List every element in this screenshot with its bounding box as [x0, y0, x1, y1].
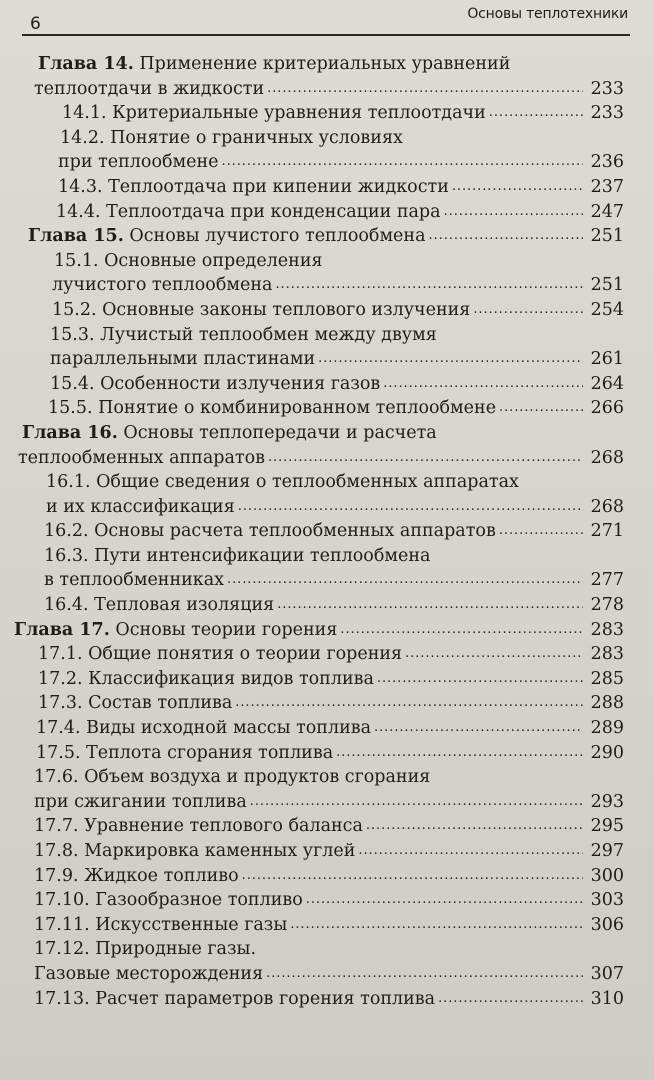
dot-leader — [306, 886, 583, 913]
chapter-label: Глава 14. — [38, 54, 134, 74]
toc-page-number: 251 — [590, 275, 624, 296]
toc-entry-line — [48, 396, 624, 421]
toc-page-number: 295 — [590, 816, 624, 837]
toc-entry-line — [36, 716, 624, 741]
dot-leader — [290, 911, 583, 938]
toc-entry-title: 17.5. Теплота сгорания топлива — [36, 742, 334, 763]
toc-page-number: 268 — [590, 447, 624, 468]
toc-entry-title: 16.2. Основы расчета теплообменных аппаратов — [44, 521, 496, 542]
toc-entry-line — [58, 175, 624, 200]
toc-entry-title: Газовые месторождения — [34, 963, 264, 984]
toc-chapter-line — [38, 52, 624, 77]
toc-page-number: 283 — [590, 619, 624, 640]
toc-entry-title: 14.3. Теплоотдача при кипении жидкости — [58, 176, 449, 197]
toc-entry-line — [34, 790, 624, 815]
dot-leader — [366, 812, 583, 839]
toc-entry-title: Основы теплопередачи и расчета — [123, 422, 437, 443]
toc-page-number: 293 — [590, 791, 624, 812]
toc-entry-title: теплообменных аппаратов — [18, 447, 265, 468]
toc-entry-line — [34, 987, 624, 1012]
toc-page-number: 278 — [590, 595, 624, 616]
toc-entry-line — [38, 667, 624, 692]
dot-leader — [235, 689, 583, 716]
toc-page-number: 236 — [590, 152, 624, 173]
toc-entry-title: 17.3. Состав топлива — [38, 693, 233, 714]
toc-entry-line — [44, 593, 624, 618]
toc-entry-line — [44, 568, 624, 593]
toc-page-number: 254 — [590, 299, 624, 320]
dot-leader — [336, 739, 583, 766]
toc-page-number: 251 — [590, 226, 624, 247]
toc-entry-title: 14.1. Критериальные уравнения теплоотдачи — [62, 103, 486, 124]
toc-page-number: 297 — [590, 841, 624, 861]
toc-page-number: 266 — [590, 398, 624, 419]
dot-leader — [473, 296, 583, 323]
toc-entry-title: в теплообменниках — [44, 570, 225, 591]
toc-entry-line — [44, 544, 624, 569]
header-rule — [22, 34, 630, 36]
dot-leader — [242, 862, 583, 889]
chapter-label: Глава 17. — [14, 619, 110, 640]
toc-entry-title: 14.4. Теплоотдача при конденсации пара — [56, 201, 441, 222]
toc-chapter-line — [14, 618, 624, 643]
toc-entry-line — [34, 77, 624, 102]
dot-leader — [250, 788, 583, 815]
toc-entry-title: 14.2. Понятие о граничных условиях — [60, 127, 403, 148]
dot-leader — [429, 222, 583, 249]
toc-entry-title: 17.7. Уравнение теплового баланса — [34, 816, 363, 837]
toc-entry-title: 15.2. Основные законы теплового излучения — [52, 299, 471, 320]
toc-page-number: 277 — [590, 570, 624, 591]
dot-leader — [318, 345, 583, 372]
dot-leader — [267, 75, 583, 102]
toc-entry-line — [58, 150, 624, 175]
toc-entry-line — [46, 495, 624, 520]
toc-entry-title: 16.1. Общие сведения о теплообменных аппаратах — [46, 472, 519, 493]
toc-entry-line — [50, 372, 624, 397]
toc-entry-line — [34, 888, 624, 913]
toc-entry-title: Применение критериальных уравнений — [139, 54, 511, 74]
toc-entry-line — [18, 446, 624, 471]
toc-entry-line — [62, 101, 624, 126]
dot-leader — [452, 173, 583, 200]
toc-entry-title: 15.5. Понятие о комбинированном теплообмене — [48, 398, 497, 419]
toc-entry-title: и их классификация — [46, 496, 235, 517]
toc-entry-line — [34, 765, 624, 790]
toc-entry-title: 17.4. Виды исходной массы топлива — [36, 718, 372, 739]
toc-entry-title: теплоотдачи в жидкости — [34, 78, 265, 99]
toc-entry-line — [52, 298, 624, 323]
page-number: 6 — [30, 14, 41, 34]
toc-page-number: 289 — [590, 718, 624, 739]
dot-leader — [438, 985, 583, 1012]
toc-entry-title: 15.3. Лучистый теплообмен между двумя — [50, 324, 437, 345]
dot-leader — [268, 444, 583, 471]
toc-page-number: 271 — [590, 521, 624, 542]
table-of-contents — [0, 52, 654, 1011]
toc-entry-title: Основы теории горения — [115, 619, 338, 640]
toc-page-number: 237 — [590, 176, 624, 197]
dot-leader — [489, 99, 583, 126]
toc-page-number: 268 — [590, 496, 624, 517]
dot-leader — [499, 517, 583, 544]
dot-leader — [222, 148, 583, 175]
dot-leader — [405, 640, 583, 667]
toc-entry-title: 16.3. Пути интенсификации теплообмена — [44, 545, 431, 566]
dot-leader — [340, 616, 583, 643]
toc-chapter-line — [22, 421, 624, 446]
toc-entry-title: Основы лучистого теплообмена — [129, 226, 426, 247]
toc-entry-line — [56, 200, 624, 225]
toc-entry-line — [54, 249, 624, 274]
toc-page-number: 264 — [590, 373, 624, 394]
dot-leader — [499, 394, 583, 421]
toc-entry-line — [38, 691, 624, 716]
dot-leader — [275, 271, 583, 298]
toc-entry-line — [34, 913, 624, 938]
chapter-label: Глава 16. — [22, 422, 118, 443]
toc-entry-title: 17.1. Общие понятия о теории горения — [38, 644, 403, 665]
toc-page-number: 233 — [590, 103, 624, 124]
toc-entry-line — [34, 962, 624, 987]
toc-entry-title: лучистого теплообмена — [52, 275, 273, 296]
toc-entry-line — [52, 273, 624, 298]
toc-page-number: 303 — [590, 890, 624, 911]
toc-entry-line — [34, 937, 624, 962]
toc-page-number: 307 — [590, 963, 624, 984]
toc-entry-title: 17.6. Объем воздуха и продуктов сгорания — [34, 767, 431, 788]
toc-entry-line — [50, 323, 624, 348]
toc-entry-title: 17.13. Расчет параметров горения топлива — [34, 988, 436, 1009]
toc-entry-line — [34, 814, 624, 839]
toc-entry-line — [34, 864, 624, 889]
dot-leader — [266, 960, 583, 987]
toc-entry-title: 15.4. Особенности излучения газов — [50, 373, 381, 394]
toc-page-number: 247 — [590, 201, 624, 222]
toc-entry-title: 17.10. Газообразное топливо — [34, 890, 303, 911]
toc-entry-title: 15.1. Основные определения — [54, 250, 323, 271]
toc-page-number: 300 — [590, 865, 624, 886]
toc-entry-line — [44, 519, 624, 544]
toc-entry-line — [38, 642, 624, 667]
toc-page-number: 310 — [590, 988, 624, 1009]
dot-leader — [277, 591, 583, 618]
toc-page-number: 233 — [590, 78, 624, 99]
toc-page-number: 290 — [590, 742, 624, 763]
toc-page-number: 288 — [590, 693, 624, 714]
toc-entry-line — [46, 470, 624, 495]
toc-entry-title: 17.2. Классификация видов топлива — [38, 668, 374, 689]
dot-leader — [444, 198, 583, 225]
dot-leader — [374, 714, 583, 741]
toc-entry-title: 17.9. Жидкое топливо — [34, 865, 239, 886]
dot-leader — [383, 370, 583, 397]
toc-entry-line — [50, 347, 624, 372]
toc-chapter-line — [28, 224, 624, 249]
chapter-label: Глава 15. — [28, 226, 124, 247]
toc-entry-line — [34, 839, 624, 864]
toc-entry-title: 16.4. Тепловая изоляция — [44, 595, 275, 616]
toc-page-number: 306 — [590, 914, 624, 935]
toc-entry-title: параллельными пластинами — [50, 349, 316, 370]
toc-entry-title: при теплообмене — [58, 152, 219, 173]
dot-leader — [358, 837, 583, 864]
toc-entry-line — [60, 126, 624, 151]
dot-leader — [227, 566, 583, 593]
toc-page-number: 283 — [590, 644, 624, 665]
toc-entry-title: 17.8. Маркировка каменных углей — [34, 841, 356, 861]
toc-entry-line — [36, 741, 624, 766]
toc-entry-title: при сжигании топлива — [34, 791, 247, 812]
toc-entry-title: 17.11. Искусственные газы — [34, 914, 288, 935]
running-title: Основы теплотехники — [467, 6, 628, 22]
dot-leader — [238, 493, 583, 520]
toc-page-number: 261 — [590, 349, 624, 370]
toc-page-number: 285 — [590, 668, 624, 689]
toc-entry-title: 17.12. Природные газы. — [34, 939, 257, 960]
dot-leader — [377, 665, 583, 692]
